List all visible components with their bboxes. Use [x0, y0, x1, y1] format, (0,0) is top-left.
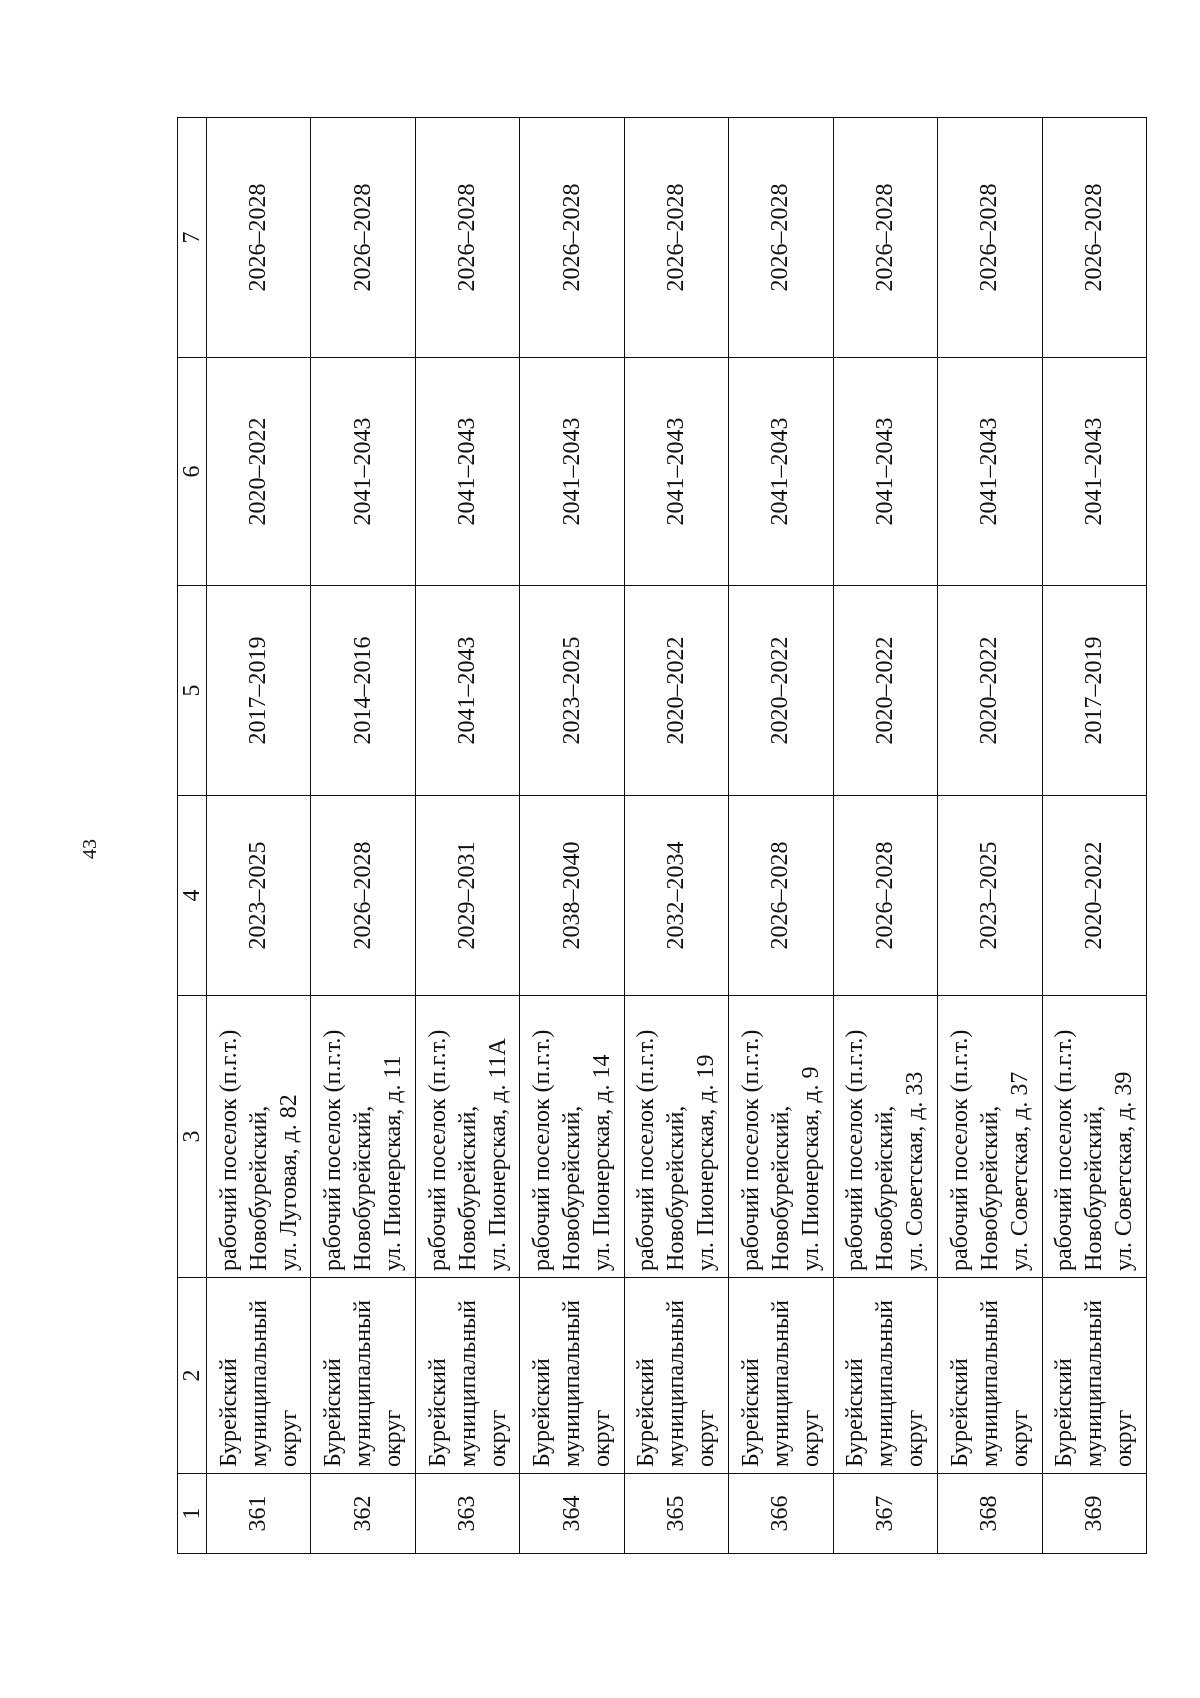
address-line: Новобурейский, — [767, 1105, 794, 1271]
row-number-cell — [520, 1474, 624, 1554]
period-cell-4 — [938, 796, 1042, 996]
table-row — [520, 118, 624, 1554]
period-cell-4 — [207, 796, 311, 996]
district-line: Бурейский — [1051, 1358, 1078, 1467]
column-header: 6 — [178, 358, 207, 586]
period-cell-6 — [311, 358, 415, 586]
address-line: ул. Пионерская, д. 9 — [797, 1066, 824, 1271]
period-cell-7 — [1042, 118, 1147, 358]
district-line: округ — [797, 1409, 824, 1467]
period-cell-6 — [520, 358, 624, 586]
page-number: 43 — [79, 839, 101, 859]
period-value: 2017–2019 — [1080, 636, 1107, 745]
period-value: 2041–2043 — [558, 417, 585, 526]
period-value: 2026–2028 — [558, 183, 585, 292]
period-cell-5 — [311, 586, 415, 796]
table-row — [938, 118, 1042, 1554]
district-line: Бурейский — [842, 1358, 869, 1467]
period-cell-5 — [207, 586, 311, 796]
district-line: Бурейский — [946, 1358, 973, 1467]
period-value: 2026–2028 — [871, 183, 898, 292]
period-cell-6 — [1042, 358, 1147, 586]
district-line: муниципальный — [245, 1299, 272, 1467]
address-cell — [520, 996, 624, 1278]
period-cell-5 — [1042, 586, 1147, 796]
address-cell — [833, 996, 937, 1278]
address-line: рабочий поселок (п.г.т.) — [946, 1029, 973, 1271]
row-number-cell — [833, 1474, 937, 1554]
period-value: 2026–2028 — [1080, 183, 1107, 292]
district-cell — [207, 1278, 311, 1474]
period-value: 2041–2043 — [662, 417, 689, 526]
period-cell-5 — [624, 586, 728, 796]
period-cell-7 — [729, 118, 833, 358]
period-cell-4 — [415, 796, 519, 996]
period-value: 2023–2025 — [245, 841, 272, 950]
row-number-cell — [624, 1474, 728, 1554]
district-line: муниципальный — [350, 1299, 377, 1467]
table-row — [624, 118, 728, 1554]
period-value: 2041–2043 — [454, 636, 481, 745]
column-header: 4 — [178, 796, 207, 996]
period-cell-6 — [729, 358, 833, 586]
district-line: округ — [1111, 1409, 1138, 1467]
address-cell — [207, 996, 311, 1278]
period-value: 2026–2028 — [454, 183, 481, 292]
period-value: 2041–2043 — [349, 417, 376, 526]
district-line: муниципальный — [663, 1299, 690, 1467]
row-number: 369 — [1080, 1495, 1107, 1532]
period-cell-4 — [833, 796, 937, 996]
period-value: 2020–2022 — [662, 636, 689, 745]
period-cell-4 — [311, 796, 415, 996]
period-cell-6 — [833, 358, 937, 586]
district-line: округ — [275, 1409, 302, 1467]
period-cell-7 — [207, 118, 311, 358]
address-line: ул. Советская, д. 33 — [902, 1071, 929, 1271]
period-cell-4 — [1042, 796, 1147, 996]
period-value: 2026–2028 — [767, 183, 794, 292]
address-line: Новобурейский, — [1081, 1105, 1108, 1271]
row-number: 367 — [871, 1495, 898, 1532]
period-value: 2023–2025 — [976, 841, 1003, 950]
address-line: рабочий поселок (п.г.т.) — [737, 1029, 764, 1271]
district-line: Бурейский — [320, 1358, 347, 1467]
period-value: 2038–2040 — [558, 841, 585, 950]
row-number: 361 — [245, 1495, 272, 1532]
period-cell-4 — [729, 796, 833, 996]
period-value: 2020–2022 — [976, 636, 1003, 745]
address-line: Новобурейский, — [976, 1105, 1003, 1271]
district-line: округ — [589, 1409, 616, 1467]
period-value: 2020–2022 — [871, 636, 898, 745]
district-cell — [833, 1278, 937, 1474]
table-row — [729, 118, 833, 1554]
period-value: 2041–2043 — [454, 417, 481, 526]
period-cell-5 — [833, 586, 937, 796]
address-cell — [1042, 996, 1147, 1278]
period-value: 2026–2028 — [662, 183, 689, 292]
row-number-cell — [415, 1474, 519, 1554]
address-line: Новобурейский, — [559, 1105, 586, 1271]
district-cell — [624, 1278, 728, 1474]
table-row — [1042, 118, 1147, 1554]
address-line: рабочий поселок (п.г.т.) — [1051, 1029, 1078, 1271]
district-line: округ — [693, 1409, 720, 1467]
address-line: Новобурейский, — [454, 1105, 481, 1271]
address-line: ул. Луговая, д. 82 — [275, 1094, 302, 1271]
address-line: Новобурейский, — [663, 1105, 690, 1271]
table-row — [833, 118, 937, 1554]
address-line: рабочий поселок (п.г.т.) — [320, 1029, 347, 1271]
period-value: 2041–2043 — [767, 417, 794, 526]
district-line: Бурейский — [529, 1358, 556, 1467]
row-number-cell — [207, 1474, 311, 1554]
column-header: 2 — [178, 1278, 207, 1474]
address-line: рабочий поселок (п.г.т.) — [633, 1029, 660, 1271]
address-line: рабочий поселок (п.г.т.) — [529, 1029, 556, 1271]
row-number-cell — [311, 1474, 415, 1554]
row-number: 363 — [454, 1495, 481, 1532]
register-table-frame — [177, 118, 1147, 1554]
period-cell-7 — [624, 118, 728, 358]
period-value: 2026–2028 — [976, 183, 1003, 292]
address-line: ул. Пионерская, д. 11А — [484, 1038, 511, 1271]
address-line: ул. Пионерская, д. 11 — [380, 1055, 407, 1271]
period-cell-5 — [938, 586, 1042, 796]
district-line: Бурейский — [215, 1358, 242, 1467]
district-cell — [1042, 1278, 1147, 1474]
period-cell-5 — [520, 586, 624, 796]
district-line: муниципальный — [559, 1299, 586, 1467]
period-cell-7 — [938, 118, 1042, 358]
header-row — [178, 118, 207, 1554]
period-value: 2026–2028 — [767, 841, 794, 950]
address-line: Новобурейский, — [872, 1105, 899, 1271]
address-line: Новобурейский, — [350, 1105, 377, 1271]
table-row — [415, 118, 519, 1554]
period-value: 2023–2025 — [558, 636, 585, 745]
period-value: 2017–2019 — [245, 636, 272, 745]
period-value: 2026–2028 — [245, 183, 272, 292]
district-cell — [520, 1278, 624, 1474]
district-line: округ — [484, 1409, 511, 1467]
address-line: ул. Советская, д. 37 — [1006, 1071, 1033, 1271]
period-value: 2026–2028 — [349, 841, 376, 950]
period-cell-5 — [729, 586, 833, 796]
district-cell — [729, 1278, 833, 1474]
period-value: 2041–2043 — [1080, 417, 1107, 526]
district-cell — [415, 1278, 519, 1474]
address-cell — [624, 996, 728, 1278]
period-value: 2026–2028 — [871, 841, 898, 950]
column-header: 7 — [178, 118, 207, 358]
period-value: 2020–2022 — [767, 636, 794, 745]
period-value: 2041–2043 — [976, 417, 1003, 526]
period-value: 2032–2034 — [662, 841, 689, 950]
district-line: Бурейский — [424, 1358, 451, 1467]
address-line: ул. Советская, д. 39 — [1111, 1071, 1138, 1271]
row-number-cell — [938, 1474, 1042, 1554]
period-cell-6 — [207, 358, 311, 586]
district-line: муниципальный — [872, 1299, 899, 1467]
period-cell-7 — [833, 118, 937, 358]
period-value: 2014–2016 — [349, 636, 376, 745]
row-number: 365 — [662, 1495, 689, 1532]
period-cell-4 — [624, 796, 728, 996]
row-number: 366 — [767, 1495, 794, 1532]
row-number: 362 — [349, 1495, 376, 1532]
period-cell-6 — [624, 358, 728, 586]
district-line: округ — [902, 1409, 929, 1467]
district-line: муниципальный — [454, 1299, 481, 1467]
district-cell — [311, 1278, 415, 1474]
district-line: муниципальный — [1081, 1299, 1108, 1467]
address-cell — [729, 996, 833, 1278]
table-row — [207, 118, 311, 1554]
period-cell-4 — [520, 796, 624, 996]
address-cell — [311, 996, 415, 1278]
register-table — [177, 117, 1147, 1554]
period-cell-7 — [415, 118, 519, 358]
column-header: 5 — [178, 586, 207, 796]
district-line: Бурейский — [633, 1358, 660, 1467]
period-value: 2029–2031 — [454, 841, 481, 950]
row-number-cell — [729, 1474, 833, 1554]
period-value: 2020–2022 — [245, 417, 272, 526]
column-header: 3 — [178, 996, 207, 1278]
address-line: рабочий поселок (п.г.т.) — [215, 1029, 242, 1271]
row-number: 368 — [976, 1495, 1003, 1532]
district-line: муниципальный — [767, 1299, 794, 1467]
address-cell — [938, 996, 1042, 1278]
address-line: рабочий поселок (п.г.т.) — [842, 1029, 869, 1271]
district-line: Бурейский — [737, 1358, 764, 1467]
row-number-cell — [1042, 1474, 1147, 1554]
address-cell — [415, 996, 519, 1278]
column-header: 1 — [178, 1474, 207, 1554]
period-value: 2041–2043 — [871, 417, 898, 526]
period-cell-7 — [311, 118, 415, 358]
district-line: муниципальный — [976, 1299, 1003, 1467]
period-value: 2020–2022 — [1080, 841, 1107, 950]
period-value: 2026–2028 — [349, 183, 376, 292]
address-line: ул. Пионерская, д. 19 — [693, 1054, 720, 1271]
table-row — [311, 118, 415, 1554]
district-line: округ — [1006, 1409, 1033, 1467]
district-cell — [938, 1278, 1042, 1474]
district-line: округ — [380, 1409, 407, 1467]
row-number: 364 — [558, 1495, 585, 1532]
address-line: рабочий поселок (п.г.т.) — [424, 1029, 451, 1271]
table-body — [207, 118, 1147, 1554]
period-cell-7 — [520, 118, 624, 358]
period-cell-5 — [415, 586, 519, 796]
period-cell-6 — [415, 358, 519, 586]
address-line: ул. Пионерская, д. 14 — [589, 1054, 616, 1271]
address-line: Новобурейский, — [245, 1105, 272, 1271]
period-cell-6 — [938, 358, 1042, 586]
